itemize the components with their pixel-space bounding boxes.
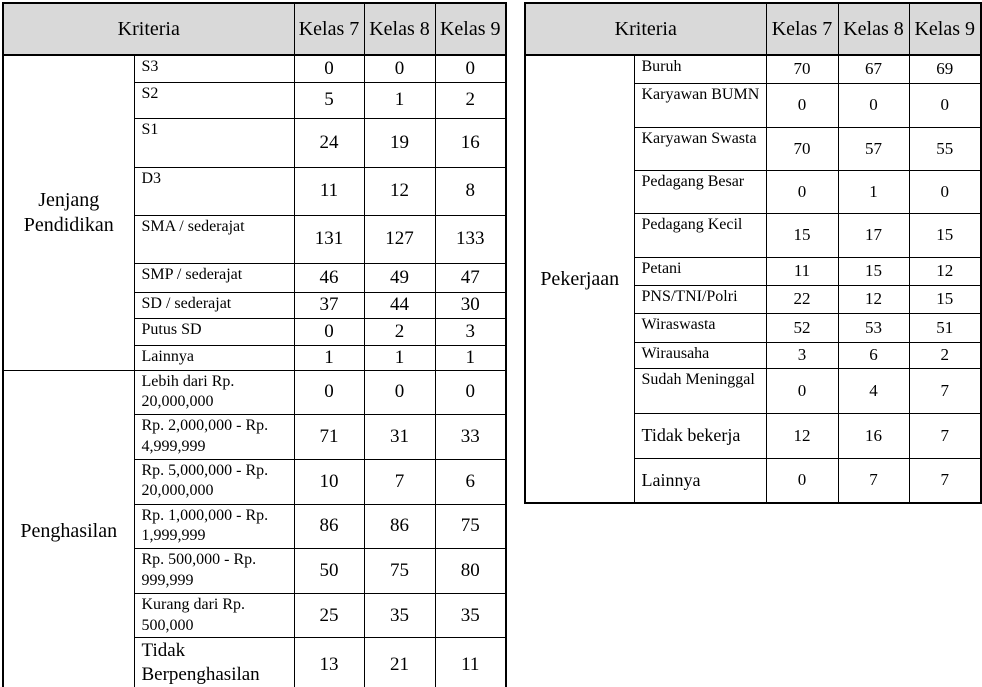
value-cell: 13 <box>294 638 364 687</box>
value-cell: 15 <box>838 257 909 285</box>
row-label-cell: Petani <box>634 257 766 285</box>
row-label-cell: PNS/TNI/Polri <box>634 285 766 313</box>
value-cell: 7 <box>838 458 909 503</box>
value-cell: 16 <box>435 118 506 167</box>
row-label-cell: SD / sederajat <box>134 292 294 318</box>
value-cell: 2 <box>364 318 435 345</box>
row-label-cell: SMP / sederajat <box>134 263 294 292</box>
value-cell: 35 <box>364 593 435 638</box>
value-cell: 51 <box>909 313 981 342</box>
value-cell: 0 <box>294 370 364 415</box>
row-label-cell: S2 <box>134 82 294 118</box>
value-cell: 2 <box>435 82 506 118</box>
value-cell: 1 <box>294 345 364 370</box>
value-cell: 0 <box>838 83 909 127</box>
class-header-cell: Kelas 9 <box>435 3 506 55</box>
class-header-cell: Kelas 7 <box>294 3 364 55</box>
value-cell: 11 <box>766 257 838 285</box>
class-header-cell: Kelas 8 <box>364 3 435 55</box>
value-cell: 12 <box>766 413 838 458</box>
value-cell: 47 <box>435 263 506 292</box>
row-label-cell: Lebih dari Rp. 20,000,000 <box>134 370 294 415</box>
row-label-cell: Lainnya <box>134 345 294 370</box>
value-cell: 12 <box>364 167 435 215</box>
table-row <box>525 55 981 83</box>
group-label-cell: Pekerjaan <box>525 55 634 503</box>
header-row <box>525 3 981 55</box>
value-cell: 30 <box>435 292 506 318</box>
value-cell: 8 <box>435 167 506 215</box>
value-cell: 2 <box>909 342 981 368</box>
row-label-cell: S1 <box>134 118 294 167</box>
value-cell: 7 <box>909 368 981 413</box>
row-label-cell: Kurang dari Rp. 500,000 <box>134 593 294 638</box>
value-cell: 1 <box>364 345 435 370</box>
row-label-cell: Karyawan BUMN <box>634 83 766 127</box>
value-cell: 12 <box>909 257 981 285</box>
value-cell: 71 <box>294 415 364 460</box>
row-label-cell: Buruh <box>634 55 766 83</box>
row-label-cell: Rp. 2,000,000 - Rp. 4,999,999 <box>134 415 294 460</box>
row-label-cell: SMA / sederajat <box>134 215 294 263</box>
row-label-cell: Lainnya <box>634 458 766 503</box>
value-cell: 24 <box>294 118 364 167</box>
value-cell: 0 <box>435 370 506 415</box>
value-cell: 0 <box>435 55 506 82</box>
row-label-cell: Pedagang Kecil <box>634 213 766 257</box>
value-cell: 70 <box>766 55 838 83</box>
criteria-header-cell: Kriteria <box>3 3 294 55</box>
value-cell: 16 <box>838 413 909 458</box>
row-label-cell: Sudah Meninggal <box>634 368 766 413</box>
value-cell: 0 <box>294 55 364 82</box>
class-header-cell: Kelas 9 <box>909 3 981 55</box>
row-label-cell: Rp. 1,000,000 - Rp. 1,999,999 <box>134 504 294 549</box>
value-cell: 1 <box>838 170 909 213</box>
value-cell: 37 <box>294 292 364 318</box>
table-row <box>3 370 506 415</box>
value-cell: 133 <box>435 215 506 263</box>
row-label-cell: Tidak bekerja <box>634 413 766 458</box>
value-cell: 127 <box>364 215 435 263</box>
value-cell: 80 <box>435 549 506 594</box>
value-cell: 10 <box>294 459 364 504</box>
row-label-cell: Karyawan Swasta <box>634 127 766 170</box>
class-header-cell: Kelas 8 <box>838 3 909 55</box>
value-cell: 15 <box>909 285 981 313</box>
value-cell: 53 <box>838 313 909 342</box>
value-cell: 6 <box>838 342 909 368</box>
value-cell: 55 <box>909 127 981 170</box>
value-cell: 11 <box>294 167 364 215</box>
value-cell: 0 <box>766 458 838 503</box>
value-cell: 86 <box>294 504 364 549</box>
header-row <box>3 3 506 55</box>
value-cell: 50 <box>294 549 364 594</box>
occupation-table <box>524 2 982 504</box>
value-cell: 70 <box>766 127 838 170</box>
value-cell: 21 <box>364 638 435 687</box>
value-cell: 15 <box>766 213 838 257</box>
value-cell: 75 <box>364 549 435 594</box>
value-cell: 0 <box>909 83 981 127</box>
row-label-cell: Rp. 5,000,000 - Rp. 20,000,000 <box>134 459 294 504</box>
value-cell: 52 <box>766 313 838 342</box>
group-label-cell: Jenjang Pendidikan <box>3 55 134 370</box>
value-cell: 0 <box>364 370 435 415</box>
value-cell: 86 <box>364 504 435 549</box>
value-cell: 12 <box>838 285 909 313</box>
value-cell: 67 <box>838 55 909 83</box>
value-cell: 0 <box>294 318 364 345</box>
row-label-cell: Tidak Berpenghasilan <box>134 638 294 687</box>
value-cell: 7 <box>909 413 981 458</box>
value-cell: 7 <box>364 459 435 504</box>
value-cell: 46 <box>294 263 364 292</box>
value-cell: 69 <box>909 55 981 83</box>
value-cell: 3 <box>766 342 838 368</box>
row-label-cell: S3 <box>134 55 294 82</box>
value-cell: 7 <box>909 458 981 503</box>
row-label-cell: Wiraswasta <box>634 313 766 342</box>
value-cell: 4 <box>838 368 909 413</box>
value-cell: 0 <box>364 55 435 82</box>
value-cell: 1 <box>435 345 506 370</box>
value-cell: 49 <box>364 263 435 292</box>
value-cell: 6 <box>435 459 506 504</box>
value-cell: 0 <box>766 170 838 213</box>
table-row <box>3 55 506 82</box>
value-cell: 17 <box>838 213 909 257</box>
row-label-cell: D3 <box>134 167 294 215</box>
value-cell: 0 <box>909 170 981 213</box>
value-cell: 22 <box>766 285 838 313</box>
row-label-cell: Wirausaha <box>634 342 766 368</box>
group-label-cell: Penghasilan <box>3 370 134 687</box>
value-cell: 15 <box>909 213 981 257</box>
criteria-header-cell: Kriteria <box>525 3 766 55</box>
value-cell: 33 <box>435 415 506 460</box>
row-label-cell: Pedagang Besar <box>634 170 766 213</box>
value-cell: 75 <box>435 504 506 549</box>
value-cell: 3 <box>435 318 506 345</box>
value-cell: 0 <box>766 368 838 413</box>
value-cell: 25 <box>294 593 364 638</box>
value-cell: 44 <box>364 292 435 318</box>
value-cell: 11 <box>435 638 506 687</box>
value-cell: 35 <box>435 593 506 638</box>
row-label-cell: Putus SD <box>134 318 294 345</box>
row-label-cell: Rp. 500,000 - Rp. 999,999 <box>134 549 294 594</box>
value-cell: 131 <box>294 215 364 263</box>
value-cell: 1 <box>364 82 435 118</box>
value-cell: 5 <box>294 82 364 118</box>
value-cell: 31 <box>364 415 435 460</box>
education-and-income-table <box>2 2 507 687</box>
value-cell: 57 <box>838 127 909 170</box>
value-cell: 0 <box>766 83 838 127</box>
value-cell: 19 <box>364 118 435 167</box>
class-header-cell: Kelas 7 <box>766 3 838 55</box>
